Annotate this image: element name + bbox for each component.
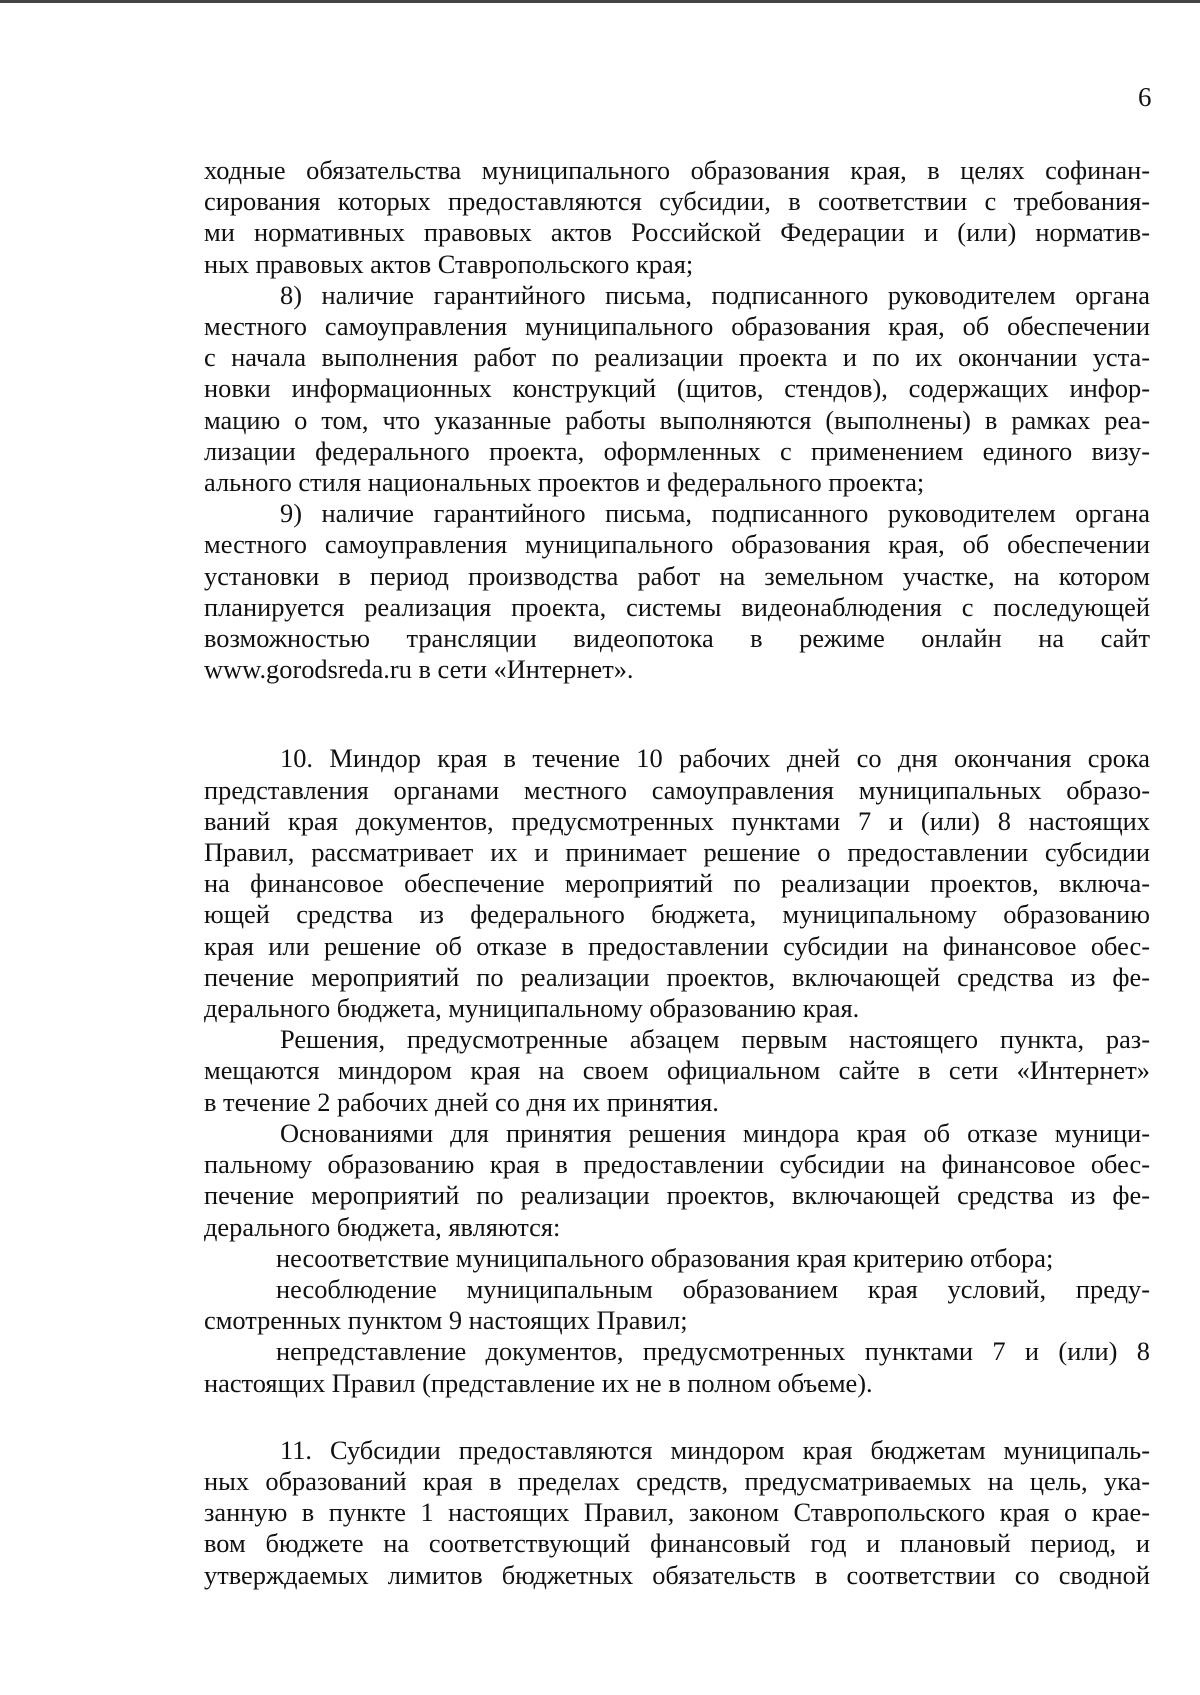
document-body <box>204 155 1150 1591</box>
paragraph-point-10 <box>204 743 1150 1024</box>
text-line: ющей средства из федерального бюджета, муниципальному образованию <box>204 899 1150 930</box>
text-line: занную в пункте 1 настоящих Правил, законом Ставропольского края о крае- <box>204 1497 1150 1528</box>
text-line: Основаниями для принятия решения миндора края об отказе муници- <box>280 1117 1150 1148</box>
paragraph-item-8 <box>204 280 1150 498</box>
paragraph-item-9 <box>204 498 1150 685</box>
text-line: пальному образованию края в предоставлении субсидии на финансовое обес- <box>204 1149 1150 1180</box>
text-line: 11. Субсидии предоставляются миндором края бюджетам муниципаль- <box>280 1434 1150 1465</box>
section-spacer <box>204 1399 1150 1435</box>
text-line: ных правовых актов Ставропольского края; <box>204 248 694 279</box>
text-line: с начала выполнения работ по реализации проекта и по их окончании уста- <box>204 342 1150 373</box>
text-line: смотренных пунктом 9 настоящих Правил; <box>204 1305 688 1336</box>
paragraph-continuation-item-7 <box>204 155 1150 280</box>
paragraph-point-11 <box>204 1435 1150 1591</box>
page-top-edge <box>0 0 1200 3</box>
text-line: печение мероприятий по реализации проектов, включающей средства из фе- <box>204 1180 1150 1211</box>
text-line: планируется реализация проекта, системы видеонаблюдения с последующей <box>204 591 1150 622</box>
text-line: ходные обязательства муниципального образования края, в целях софинан- <box>204 155 1150 185</box>
text-line: лизации федерального проекта, оформленных с применением единого визу- <box>204 435 1150 466</box>
text-line: новки информационных конструкций (щитов, стендов), содержащих инфор- <box>204 373 1150 404</box>
paragraph-ground-documents <box>204 1336 1150 1398</box>
text-line: печение мероприятий по реализации проектов, включающей средства из фе- <box>204 961 1150 992</box>
paragraph-refusal-grounds <box>204 1118 1150 1243</box>
text-line: несоблюдение муниципальным образованием края условий, преду- <box>276 1273 1150 1304</box>
text-line: мацию о том, что указанные работы выполняются (выполнены) в рамках реа- <box>204 404 1150 435</box>
text-line: местного самоуправления муниципального образования края, об обеспечении <box>204 529 1150 560</box>
text-line: мещаются миндором края на своем официальном сайте в сети «Интернет» <box>204 1055 1150 1086</box>
text-line: дерального бюджета, муниципальному образованию края. <box>204 993 860 1024</box>
text-line: местного самоуправления муниципального образования края, об обеспечении <box>204 311 1150 342</box>
page-number: 6 <box>1138 82 1152 112</box>
text-line: ми нормативных правовых актов Российской Федерации и (или) норматив- <box>204 217 1150 248</box>
text-line: несоответствие муниципального образования края критерию отбора; <box>276 1242 1054 1273</box>
text-line: установки в период производства работ на земельном участке, на котором <box>204 560 1150 591</box>
paragraph-ground-noncompliance <box>204 1243 1150 1274</box>
text-line: 9) наличие гарантийного письма, подписанного руководителем органа <box>280 498 1150 529</box>
text-line: вом бюджете на соответствующий финансовый год и плановый период, и <box>204 1528 1150 1559</box>
paragraph-ground-conditions <box>204 1274 1150 1336</box>
text-line: на финансовое обеспечение мероприятий по реализации проектов, включа- <box>204 868 1150 899</box>
text-line: настоящих Правил (представление их не в полном объеме). <box>204 1367 873 1398</box>
text-line: 10. Миндор края в течение 10 рабочих дней со дня окончания срока <box>280 743 1150 774</box>
text-line: утверждаемых лимитов бюджетных обязательств в соответствии со сводной <box>204 1559 1150 1590</box>
text-line: в течение 2 рабочих дней со дня их принятия. <box>204 1086 719 1117</box>
text-line: ального стиля национальных проектов и федерального проекта; <box>204 467 925 498</box>
text-line: дерального бюджета, являются: <box>204 1211 561 1242</box>
text-line: сирования которых предоставляются субсидии, в соответствии с требования- <box>204 186 1150 217</box>
paragraph-decisions-publication <box>204 1024 1150 1118</box>
text-line: края или решение об отказе в предоставлении субсидии на финансовое обес- <box>204 930 1150 961</box>
text-line: непредставление документов, предусмотренных пунктами 7 и (или) 8 <box>276 1336 1150 1367</box>
section-spacer <box>204 685 1150 743</box>
text-line: Решения, предусмотренные абзацем первым настоящего пункта, раз- <box>280 1024 1150 1055</box>
text-line: ных образований края в пределах средств, предусматриваемых на цель, ука- <box>204 1465 1150 1496</box>
text-line: 8) наличие гарантийного письма, подписанного руководителем органа <box>280 279 1150 310</box>
text-line: Правил, рассматривает их и принимает решение о предоставлении субсидии <box>204 837 1150 868</box>
text-line: представления органами местного самоуправления муниципальных образо- <box>204 774 1150 805</box>
text-line: ваний края документов, предусмотренных пунктами 7 и (или) 8 настоящих <box>204 805 1150 836</box>
text-line: возможностью трансляции видеопотока в режиме онлайн на сайт <box>204 623 1150 654</box>
text-line: www.gorodsreda.ru в сети «Интернет». <box>204 654 634 685</box>
